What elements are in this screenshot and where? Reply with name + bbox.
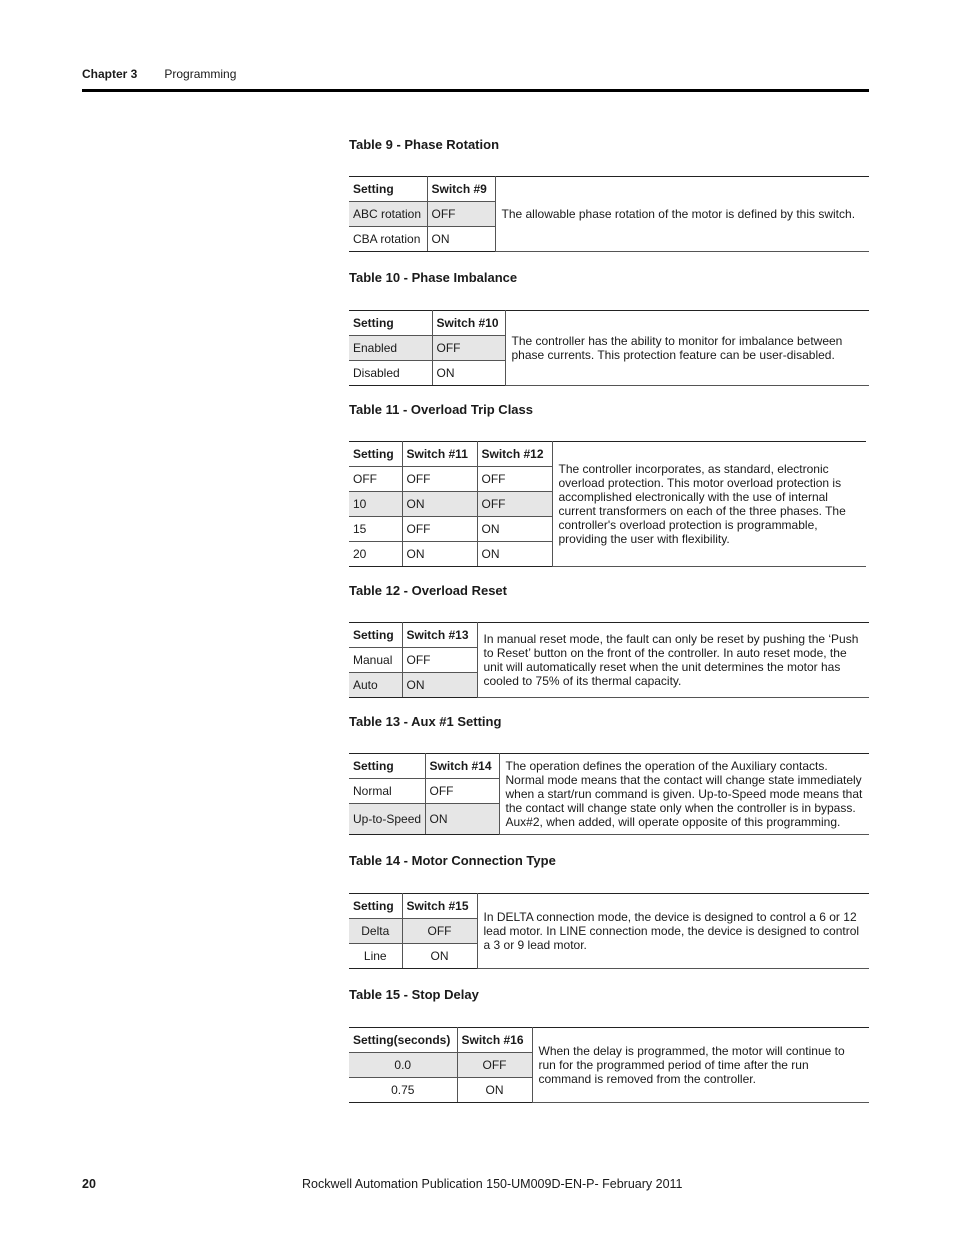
table-description: When the delay is programmed, the motor will continue to run for the programmed period of time after the run command is removed from the controller. <box>532 1028 869 1103</box>
table-10-title: Table 10 - Phase Imbalance <box>349 270 518 285</box>
table-cell: Line <box>349 944 402 969</box>
table-cell: ON <box>425 804 499 835</box>
table-cell: Disabled <box>349 361 432 386</box>
section-label: Programming <box>164 67 237 81</box>
table-description: The controller has the ability to monitor for imbalance between phase currents. This protection feature can be user-disabled. <box>505 311 869 386</box>
table-cell: OFF <box>477 492 552 517</box>
table-12 <box>349 622 869 698</box>
table-12-title: Table 12 - Overload Reset <box>349 583 507 598</box>
table-header: Switch #16 <box>457 1028 532 1053</box>
table-header: Switch #13 <box>402 623 477 648</box>
table-description: The controller incorporates, as standard, electronic overload protection. This motor overload protection is accomplished electronically with the use of internal current transformers on each of the three phases. The controller's overload protection is programmable, providing the user with flexibility. <box>552 442 866 567</box>
table-cell: ON <box>402 542 477 567</box>
table-9-title: Table 9 - Phase Rotation <box>349 137 500 152</box>
table-cell: ON <box>477 542 552 567</box>
table-10 <box>349 310 869 386</box>
table-9 <box>349 176 869 252</box>
table-header: Setting <box>349 177 427 202</box>
table-cell: CBA rotation <box>349 227 427 252</box>
table-header: Setting <box>349 442 402 467</box>
table-header: Switch #11 <box>402 442 477 467</box>
page-number: 20 <box>82 1177 96 1191</box>
table-cell: OFF <box>477 467 552 492</box>
table-header: Switch #14 <box>425 754 499 779</box>
table-description: In manual reset mode, the fault can only be reset by pushing the ‘Push to Reset’ button on the front of the controller. In auto reset mode, the unit will automatically reset when the unit determines the motor has cooled to 75% of its thermal capacity. <box>477 623 869 698</box>
table-cell: Auto <box>349 673 402 698</box>
table-cell: 0.0 <box>349 1053 457 1078</box>
table-cell: Delta <box>349 919 402 944</box>
table-cell: OFF <box>349 467 402 492</box>
table-cell: ON <box>427 227 495 252</box>
table-header: Switch #12 <box>477 442 552 467</box>
table-11 <box>349 441 866 567</box>
table-cell: Up-to-Speed <box>349 804 425 835</box>
table-cell: 20 <box>349 542 402 567</box>
table-cell: OFF <box>402 517 477 542</box>
table-cell: Enabled <box>349 336 432 361</box>
table-cell: ABC rotation <box>349 202 427 227</box>
chapter-label: Chapter 3 <box>82 67 138 81</box>
table-cell: OFF <box>402 919 477 944</box>
table-cell: ON <box>477 517 552 542</box>
table-header: Switch #10 <box>432 311 505 336</box>
header-rule <box>82 89 869 92</box>
table-cell: OFF <box>427 202 495 227</box>
table-cell: ON <box>432 361 505 386</box>
table-header: Setting <box>349 894 402 919</box>
publication-info: Rockwell Automation Publication 150-UM009D-EN-P- February 2011 <box>302 1177 683 1191</box>
table-header: Switch #15 <box>402 894 477 919</box>
table-13 <box>349 753 869 835</box>
table-cell: OFF <box>457 1053 532 1078</box>
table-15 <box>349 1027 869 1103</box>
table-cell: ON <box>402 673 477 698</box>
table-cell: OFF <box>402 648 477 673</box>
table-cell: ON <box>402 944 477 969</box>
table-cell: ON <box>457 1078 532 1103</box>
table-header: Setting <box>349 311 432 336</box>
table-cell: OFF <box>425 779 499 804</box>
table-cell: 0.75 <box>349 1078 457 1103</box>
table-cell: ON <box>402 492 477 517</box>
table-cell: Manual <box>349 648 402 673</box>
table-header: Setting(seconds) <box>349 1028 457 1053</box>
table-cell: OFF <box>432 336 505 361</box>
table-cell: OFF <box>402 467 477 492</box>
table-14-title: Table 14 - Motor Connection Type <box>349 853 556 868</box>
table-11-title: Table 11 - Overload Trip Class <box>349 402 533 417</box>
page-header <box>82 67 236 81</box>
table-header: Setting <box>349 623 402 648</box>
table-cell: Normal <box>349 779 425 804</box>
table-description: The operation defines the operation of the Auxiliary contacts. Normal mode means that the contact will change state immediately when a start/run command is given. Up-to-Speed mode means that the contact will change state only when the controller is in bypass. Aux#2, when added, will operate opposite of this programming. <box>499 754 869 835</box>
table-cell: 15 <box>349 517 402 542</box>
table-14 <box>349 893 869 969</box>
table-15-title: Table 15 - Stop Delay <box>349 987 479 1002</box>
table-header: Setting <box>349 754 425 779</box>
table-description: The allowable phase rotation of the motor is defined by this switch. <box>495 177 869 252</box>
table-cell: 10 <box>349 492 402 517</box>
table-description: In DELTA connection mode, the device is designed to control a 6 or 12 lead motor. In LINE connection mode, the device is designed to control a 3 or 9 lead motor. <box>477 894 869 969</box>
table-header: Switch #9 <box>427 177 495 202</box>
table-13-title: Table 13 - Aux #1 Setting <box>349 714 502 729</box>
